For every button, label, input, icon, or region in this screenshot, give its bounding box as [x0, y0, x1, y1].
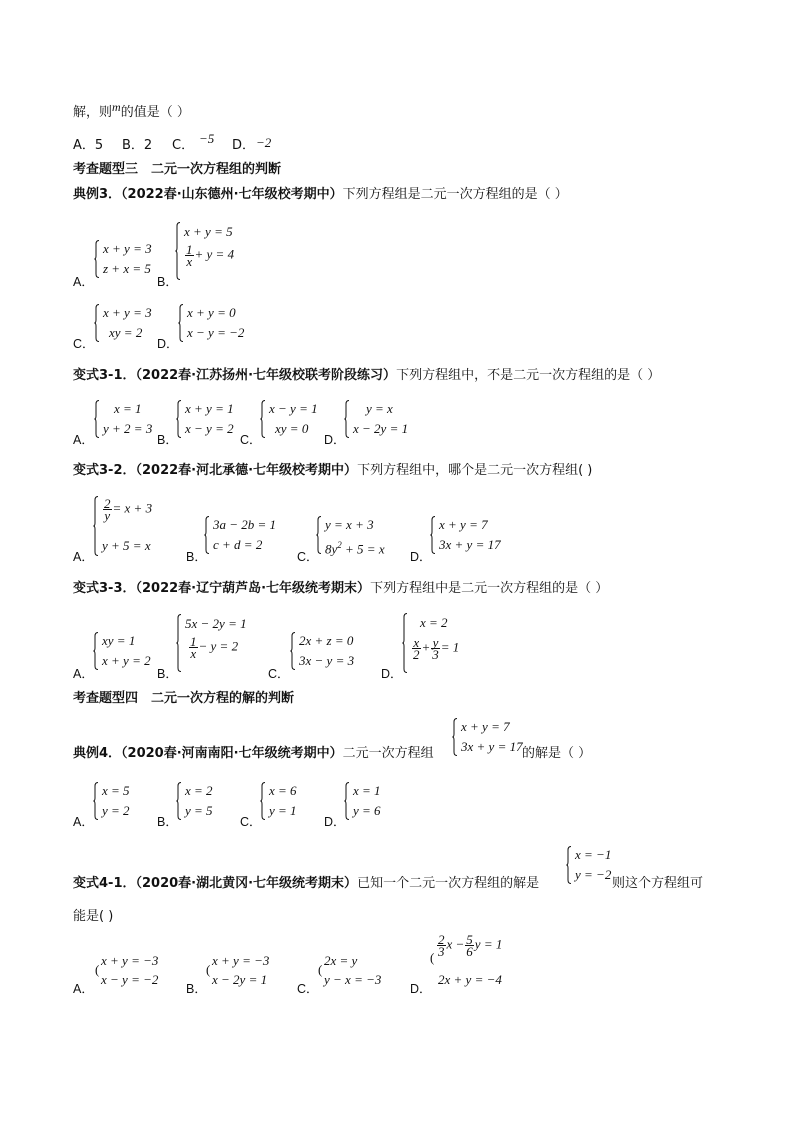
example-label: 变式3-3． — [73, 581, 136, 596]
denominator: x — [190, 646, 197, 661]
v32-option-a-label[interactable]: A． — [73, 550, 94, 564]
brace-icon — [94, 400, 100, 438]
v31-option-b-system — [176, 400, 241, 438]
v31-option-d-system — [344, 400, 419, 438]
brace-icon — [452, 718, 458, 756]
numerator: 2 — [438, 932, 445, 947]
equation: y + 2 = 3 — [103, 421, 153, 436]
variable-m: m — [112, 100, 121, 114]
equation: 2x + z = 0 — [299, 633, 354, 648]
brace-icon — [93, 782, 99, 820]
equation: 3x + y = 17 — [439, 537, 501, 552]
variant-4-1-question-tail: 则这个方程组可 — [612, 876, 704, 891]
ex4-option-a-label[interactable]: A． — [73, 815, 94, 829]
ex4-option-a-system — [93, 782, 143, 820]
numerator: 5 — [466, 932, 473, 947]
ex4-given-system — [452, 718, 522, 756]
ex4-option-b-system — [176, 782, 226, 820]
v31-option-c-label[interactable]: C． — [240, 433, 262, 447]
brace-icon — [430, 516, 436, 554]
option-c-value: −5 — [199, 131, 215, 146]
equation: y = 2 — [102, 803, 130, 818]
equation: 3x − y = 3 — [299, 653, 355, 668]
v41-option-c-eq2: y − x = −3 — [324, 972, 382, 987]
equation: y = 5 — [185, 803, 213, 818]
v41-option-a-eq1: x + y = −3 — [101, 953, 159, 968]
denominator: x — [186, 254, 193, 269]
ex3-option-b-label[interactable]: B． — [157, 275, 178, 289]
equation: x + y = 7 — [439, 517, 488, 532]
v31-option-a-label[interactable]: A． — [73, 433, 94, 447]
text: 的值是（ ） — [120, 105, 190, 120]
paren-icon: ( — [430, 950, 435, 965]
v33-option-b-label[interactable]: B． — [157, 667, 178, 681]
brace-icon — [93, 632, 99, 670]
question-tail — [73, 100, 190, 121]
v31-option-a-system — [94, 400, 156, 438]
v41-option-c-eq1: 2x = y — [324, 953, 358, 968]
equation: y = −2 — [575, 867, 612, 882]
equation: x − — [446, 936, 465, 952]
top-options — [73, 138, 103, 154]
v33-option-d-label[interactable]: D． — [381, 667, 403, 681]
brace-icon — [176, 782, 182, 820]
equation: y + 5 = x — [102, 538, 151, 553]
ex3-option-a-label[interactable]: A． — [73, 275, 94, 289]
equation: y = x + 3 — [325, 517, 374, 532]
source: （2020春·河南南阳·七年级统考期中） — [121, 746, 343, 761]
v32-option-b-label[interactable]: B． — [186, 550, 207, 564]
ex3-option-d-system — [178, 304, 258, 342]
brace-icon — [260, 400, 266, 438]
brace-icon — [316, 516, 322, 554]
equation: = 1 — [440, 639, 460, 655]
v41-option-d-eq1 — [436, 934, 502, 957]
equation: 3x + y = 17 — [461, 739, 523, 754]
example-label: 典例4． — [73, 746, 122, 761]
variant-3-2-question — [73, 463, 592, 479]
numerator: 2 — [104, 496, 111, 511]
brace-icon — [344, 782, 350, 820]
brace-icon — [93, 496, 99, 556]
equation: z + x = 5 — [103, 261, 151, 276]
text: 解，则 — [73, 105, 113, 120]
equation: x − y = 1 — [269, 401, 318, 416]
option-d[interactable]: D． — [232, 138, 256, 153]
ex3-option-a-system — [94, 240, 164, 278]
equation: − y = 2 — [198, 638, 239, 654]
v32-option-d-system — [430, 516, 510, 554]
option-d-value: −2 — [256, 135, 272, 150]
equation: + y = 4 — [194, 246, 235, 262]
v41-option-a-label[interactable]: A． — [73, 982, 94, 996]
paren-icon: ( — [318, 962, 323, 977]
ex3-option-c-system — [94, 304, 164, 342]
question-text: 下列方程组中是二元一次方程组的是（ ） — [370, 581, 609, 596]
source: （2022春·山东德州·七年级校考期中） — [121, 187, 343, 202]
source: （2022春·江苏扬州·七年级校联考阶段练习） — [135, 368, 397, 383]
paren-icon: ( — [95, 962, 100, 977]
example-label: 典例3． — [73, 187, 122, 202]
question-text: 下列方程组是二元一次方程组的是（ ） — [342, 187, 568, 202]
v41-option-a-eq2: x − y = −2 — [101, 972, 159, 987]
equation: x + y = 0 — [187, 305, 236, 320]
equation: xy = 2 — [109, 325, 143, 340]
source: （2020春·湖北黄冈·七年级统考期末） — [135, 876, 358, 891]
question-text: 二元一次方程组 — [342, 746, 434, 761]
brace-icon — [94, 304, 100, 342]
v33-option-b-system — [176, 614, 261, 672]
equation: c + d = 2 — [213, 537, 263, 552]
brace-icon — [344, 400, 350, 438]
v41-option-b-label[interactable]: B． — [186, 982, 207, 996]
equation: y = 1 — [474, 936, 503, 952]
variant-4-1-question-line2: 能是( ) — [73, 909, 114, 924]
brace-icon — [402, 613, 408, 673]
example-label: 变式3-1． — [73, 368, 136, 383]
section-title-4: 考查题型四 二元一次方程的解的判断 — [73, 691, 295, 706]
equation: x − y = 2 — [185, 421, 234, 436]
equation: x + y = 2 — [102, 653, 151, 668]
ex4-option-d-label[interactable]: D． — [324, 815, 346, 829]
question-text: 下列方程组中，不是二元一次方程组的是（ ） — [396, 368, 661, 383]
option-c[interactable]: C． — [172, 138, 195, 153]
equation: x = 6 — [269, 783, 297, 798]
v33-option-c-system — [290, 632, 370, 670]
equation: 5x − 2y = 1 — [185, 616, 247, 631]
brace-icon — [260, 782, 266, 820]
equation: x + y = 7 — [461, 719, 510, 734]
example-label: 变式4-1． — [73, 876, 136, 891]
numerator: 1 — [190, 634, 197, 649]
v41-option-b-eq1: x + y = −3 — [212, 953, 270, 968]
variant-3-3-question — [73, 581, 608, 597]
v32-option-a-system — [93, 496, 173, 556]
ex4-option-b-label[interactable]: B． — [157, 815, 178, 829]
v33-option-c-label[interactable]: C． — [268, 667, 290, 681]
equation: x = 1 — [353, 783, 381, 798]
equation: + 5 = x — [341, 541, 385, 557]
operator: + — [421, 639, 431, 655]
paren-icon: ( — [206, 962, 211, 977]
brace-icon — [204, 516, 210, 554]
equation: x = 2 — [420, 615, 448, 630]
equation: x + y = 1 — [185, 401, 234, 416]
equation: x = 2 — [185, 783, 213, 798]
denominator: y — [104, 508, 111, 523]
equation: x = −1 — [575, 847, 612, 862]
brace-icon — [178, 304, 184, 342]
equation: xy = 0 — [275, 421, 309, 436]
denominator: 2 — [413, 647, 420, 662]
equation: = x + 3 — [112, 500, 153, 516]
ex4-option-c-label[interactable]: C． — [240, 815, 262, 829]
variant-4-1-question — [73, 876, 539, 892]
v31-option-b-label[interactable]: B． — [157, 433, 178, 447]
example-4-question-tail: 的解是（ ） — [522, 746, 592, 761]
equation: y = 6 — [353, 803, 381, 818]
equation: x − 2y = 1 — [353, 421, 409, 436]
equation: 8y — [325, 541, 338, 557]
exponent: 2 — [337, 540, 342, 550]
v33-option-d-system — [402, 613, 482, 673]
source: （2022春·河北承德·七年级校考期中） — [135, 463, 358, 478]
ex3-option-b-system — [175, 222, 255, 280]
v41-option-d-eq2: 2x + y = −4 — [438, 972, 502, 987]
v33-option-a-label[interactable]: A． — [73, 667, 94, 681]
example-3-question — [73, 187, 568, 203]
ex3-option-d-label[interactable]: D． — [157, 337, 179, 351]
brace-icon — [176, 400, 182, 438]
brace-icon — [566, 846, 572, 884]
brace-icon — [94, 240, 100, 278]
v41-option-d-label[interactable]: D． — [410, 982, 432, 996]
equation: x = 1 — [114, 401, 142, 416]
v41-option-b-eq2: x − 2y = 1 — [212, 972, 268, 987]
numerator: x — [413, 635, 420, 650]
ex3-option-c-label[interactable]: C． — [73, 337, 95, 351]
brace-icon — [175, 222, 181, 280]
section-title-3: 考查题型三 二元一次方程组的判断 — [73, 162, 282, 177]
v41-option-c-label[interactable]: C． — [297, 982, 319, 996]
option-b[interactable]: B．2 — [122, 138, 153, 153]
denominator: 3 — [432, 647, 439, 662]
v32-option-c-system — [316, 516, 396, 557]
equation: 3a − 2b = 1 — [213, 517, 277, 532]
equation: x + y = 3 — [103, 241, 152, 256]
equation: y = x — [366, 401, 393, 416]
v32-option-b-system — [204, 516, 284, 554]
equation: x − y = −2 — [187, 325, 245, 340]
v41-given-solution — [566, 846, 616, 884]
numerator: y — [432, 635, 439, 650]
question-text: 已知一个二元一次方程组的解是 — [357, 876, 540, 891]
question-text: 下列方程组中，哪个是二元一次方程组( ) — [357, 463, 593, 478]
equation: x = 5 — [102, 783, 130, 798]
brace-icon — [176, 614, 182, 672]
denominator: 3 — [438, 944, 445, 959]
ex4-option-c-system — [260, 782, 310, 820]
denominator: 6 — [466, 944, 473, 959]
equation: y = 1 — [269, 803, 297, 818]
equation: x + y = 5 — [184, 224, 233, 239]
numerator: 1 — [186, 242, 193, 257]
source: （2022春·辽宁葫芦岛·七年级统考期末） — [135, 581, 371, 596]
v31-option-d-label[interactable]: D． — [324, 433, 346, 447]
v32-option-d-label[interactable]: D． — [410, 550, 432, 564]
v33-option-a-system — [93, 632, 158, 670]
example-label: 变式3-2． — [73, 463, 136, 478]
variant-3-1-question — [73, 368, 660, 384]
brace-icon — [290, 632, 296, 670]
ex4-option-d-system — [344, 782, 394, 820]
equation: xy = 1 — [102, 633, 136, 648]
v31-option-c-system — [260, 400, 325, 438]
example-4-question — [73, 746, 434, 762]
option-a[interactable]: A．5 — [73, 138, 104, 153]
v32-option-c-label[interactable]: C． — [297, 550, 319, 564]
equation: x + y = 3 — [103, 305, 152, 320]
